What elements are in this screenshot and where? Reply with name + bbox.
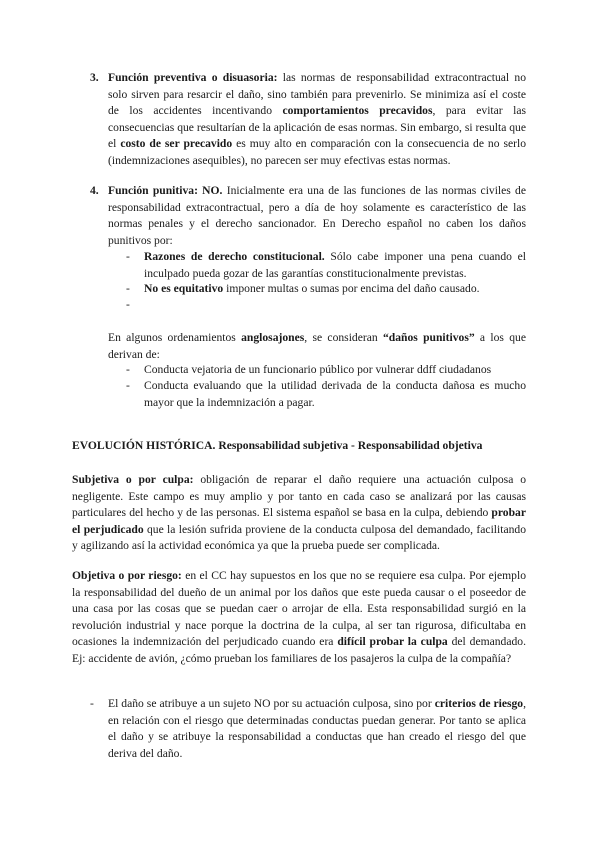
section-4-bullet: - Razones de derecho constitucional. Sólo cabe imponer una pena cuando el inculpado pueda gozar de las garantías constitucionalmente previstas. <box>126 250 526 280</box>
subjetiva-title: Subjetiva o por culpa: <box>72 473 194 486</box>
section-3-number: 3. <box>90 71 99 84</box>
section-3 <box>90 70 527 169</box>
subjetiva-paragraph: Subjetiva o por culpa: obligación de reparar el daño requiere una actuación culposa o negligente. Este campo es muy amplio y por tanto en cada caso se analizará por las causas particulares del hecho y de las personas. El sistema español se basa en la culpa, debiendo probar el perjudicado que la lesión sufrida proviene de la conducta culposa del demandado, facilitando y agilizando así la actividad económica ya que la prueba puede ser complicada. <box>72 473 527 552</box>
objetiva-title: Objetiva o por riesgo: <box>72 569 182 582</box>
section-heading: EVOLUCIÓN HISTÓRICA. Responsabilidad subjetiva - Responsabilidad objetiva <box>72 439 483 452</box>
anglosajones-bullet: - Conducta vejatoria de un funcionario público por vulnerar ddff ciudadanos <box>126 363 492 376</box>
objetiva-paragraph: Objetiva o por riesgo: en el CC hay supuestos en los que no se requiere esa culpa. Por ejemplo la responsabilidad del dueño de un animal por los daños que este pueda causar o el poseedor de una casa por las cosas que se puedan caer o arrojar de ella. Esta responsabilidad surgió en la revolución industrial y nace porque la doctrina de la culpa, al ser tan rigurosa, dificultaba en ocasiones la indemnización del perjudicado cuando era difícil probar la culpa del demandado. Ej: accidente de avión, ¿cómo prueban los familiares de los pasajeros la culpa de la compañía? <box>72 569 526 665</box>
section-4-bullet: - No es equitativo imponer multas o sumas por encima del daño causado. <box>126 282 480 295</box>
section-3-paragraph: Función preventiva o disuasoria: las normas de responsabilidad extracontractual no solo sirven para resarcir el daño, sino también para prevenirlo. Se minimiza así el coste de los accidentes incentivando comportamientos precavidos, para evitar las consecuencias que resultarían de la aplicación de esas normas. Sin embargo, si resulta que el costo de ser precavido es muy alto en comparación con la consecuencia de no serlo (indemnizaciones asequibles), no parecen ser muy efectivas estas normas. <box>108 71 527 167</box>
section-3-title: Función preventiva o disuasoria: <box>108 71 278 84</box>
section-4 <box>90 183 526 249</box>
anglosajones-paragraph: En algunos ordenamientos anglosajones, se consideran “daños punitivos” a los que derivan de: <box>108 331 526 361</box>
section-4-number: 4. <box>90 184 99 197</box>
document-page: 3. Función preventiva o disuasoria: las normas de responsabilidad extracontractual no solo sirven para resarcir el daño, sino también para prevenirlo. Se minimiza así el coste de los accidentes incentivando comportamientos precavidos, para evitar las consecuencias que resultarían de la aplicación de esas normas. Sin embargo, si resulta que el costo de ser precavido es muy alto en comparación con la consecuencia de no serlo (indemnizaciones asequibles), no parecen ser muy efectivas estas normas. 4. Función punitiva: NO. Inicialmente era una de las funciones de las normas civiles de responsabilidad extracontractual, pero a día de hoy solamente es característico de las normas penales y el derecho sancionador. En Derecho español no caben los daños punitivos por: - Razones de derecho constitucional. Sólo cabe imponer una pena cuando el inculpado pueda gozar de las garantías constitucionalmente previstas. - No es equitativo imponer multas o sumas por encima del daño causado. - En algunos ordenamientos anglosajones, se consideran “daños punitivos” a los que derivan de: - Conducta vejatoria de un funcionario público por vulnerar ddff ciudadanos - Conducta evaluando que la utilidad derivada de la conducta dañosa es mucho mayor que la indemnización a pagar. EVOLUCIÓN HISTÓRICA. Responsabilidad subjetiva - Responsabilidad objetiva Subjetiva o por culpa: obligación de reparar el daño requiere una actuación culposa o negligente. Este campo es muy amplio y por tanto en cada caso se analizará por las causas particulares del hecho y de las personas. El sistema español se basa en la culpa, debiendo probar el perjudicado que la lesión sufrida proviene de la conducta culposa del demandado, facilitando y agilizando así la actividad económica ya que la prueba puede ser complicada. Objetiva o por riesgo: en el CC hay supuestos en los que no se requiere esa culpa. Por ejemplo la responsabilidad del dueño de un animal por los daños que este pueda causar o el poseedor de una casa por las cosas que se puedan caer o arrojar de ella. Esta responsabilidad surgió en la revolución industrial y nace porque la doctrina de la culpa, al ser tan rigurosa, dificultaba en ocasiones la indemnización del perjudicado cuando era difícil probar la culpa del demandado. Ej: accidente de avión, ¿cómo prueban los familiares de los pasajeros la culpa de la compañía? - El daño se atribuye a un sujeto NO por su actuación culposa, sino por criterios de riesgo, en relación con el riesgo que determinadas conductas puedan generar. Por tanto se aplica el daño y se atribuye la responsabilidad a conductas que han creado el riesgo del que deriva del daño. <box>0 0 600 848</box>
section-4-title: Función punitiva: NO. <box>108 184 223 197</box>
riesgo-bullet: - El daño se atribuye a un sujeto NO por su actuación culposa, sino por criterios de riesgo, en relación con el riesgo que determinadas conductas puedan generar. Por tanto se aplica el daño y se atribuye la responsabilidad a conductas que han creado el riesgo del que deriva del daño. <box>90 697 526 760</box>
section-4-paragraph: Función punitiva: NO. Inicialmente era una de las funciones de las normas civiles de responsabilidad extracontractual, pero a día de hoy solamente es característico de las normas penales y el derecho sancionador. En Derecho español no caben los daños punitivos por: <box>108 184 526 247</box>
anglosajones-bullet: - Conducta evaluando que la utilidad derivada de la conducta dañosa es mucho mayor que la indemnización a pagar. <box>126 379 526 409</box>
